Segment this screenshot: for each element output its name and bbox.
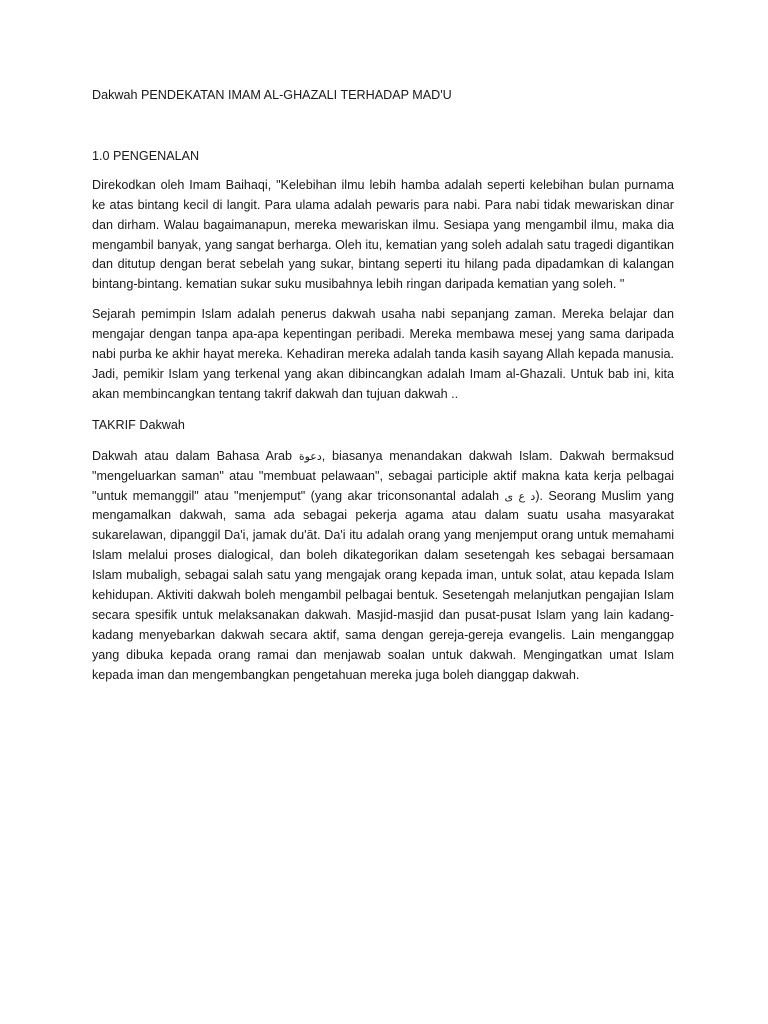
paragraph-3 [92,447,674,686]
paragraph-3-text-a: Dakwah atau dalam Bahasa Arab [92,448,299,463]
paragraph-3-text-c: ). Seorang Muslim yang mengamalkan dakwah, sama ada sebagai pekerja agama atau dalam suatu usaha masyarakat sukarelawan, dipanggil Da'i, jamak du'āt. Da'i itu adalah orang yang menjemput orang untuk memahami Islam melalui proses dialogical, dan boleh dikategorikan dalam sesetengah kes sebagai bersamaan Islam mubaligh, sebagai salah satu yang mengajak orang kepada iman, untuk solat, atau kepada Islam kehidupan. Aktiviti dakwah boleh mengambil pelbagai bentuk. Sesetengah melanjutkan pengajian Islam secara spesifik untuk melaksanakan dakwah. Masjid-masjid dan pusat-pusat Islam yang lain kadang-kadang menyebarkan dakwah secara aktif, sama dengan gereja-gereja evangelis. Lain menganggap yang dibuka kepada orang ramai dan menjawab soalan untuk dakwah. Mengingatkan umat Islam kepada iman dan mengembangkan pengetahuan mereka juga boleh dianggap dakwah. [92,488,674,682]
document-title: Dakwah PENDEKATAN IMAM AL-GHAZALI TERHADAP MAD'U [92,88,452,102]
section-heading-pengenalan: 1.0 PENGENALAN [92,148,200,163]
paragraph-3-text-b: , biasanya menandakan dakwah Islam. Dakwah bermaksud "mengeluarkan saman" atau "membuat pelawaan", sebagai participle aktif makna kata kerja pelbagai "untuk memanggil" atau "menjemput" (yang akar triconsonantal adalah [92,448,674,503]
arabic-word-dawah: دعوة [298,449,322,463]
paragraph-1: Direkodkan oleh Imam Baihaqi, "Kelebihan ilmu lebih hamba adalah seperti kelebihan bulan purnama ke atas bintang kecil di langit. Para ulama adalah pewaris para nabi. Para nabi tidak mewariskan dinar dan dirham. Walau bagaimanapun, mereka mewariskan ilmu. Sesiapa yang mengambil ilmu, maka dia mengambil banyak, yang sangat berharga. Oleh itu, kematian yang soleh adalah satu tragedi digantikan dan ditutup dengan berat sebelah yang sukar, bintang seperti itu hilang pada dipadamkan di kalangan bintang-bintang. kematian sukar suku musibahnya lebih ringan daripada kematian yang soleh. " [92,177,674,292]
section-heading-takrif: TAKRIF Dakwah [92,417,185,432]
document-page [92,86,674,696]
arabic-root-letters: د ع ى [504,489,536,503]
paragraph-2: Sejarah pemimpin Islam adalah penerus dakwah usaha nabi sepanjang zaman. Mereka belajar dan mengajar dengan tanpa apa-apa kepentingan peribadi. Mereka membawa mesej yang sama daripada nabi purba ke akhir hayat mereka. Kehadiran mereka adalah tanda kasih sayang Allah kepada manusia. Jadi, pemikir Islam yang terkenal yang akan dibincangkan adalah Imam al-Ghazali. Untuk bab ini, kita akan membincangkan tentang takrif dakwah dan tujuan dakwah .. [92,307,674,401]
